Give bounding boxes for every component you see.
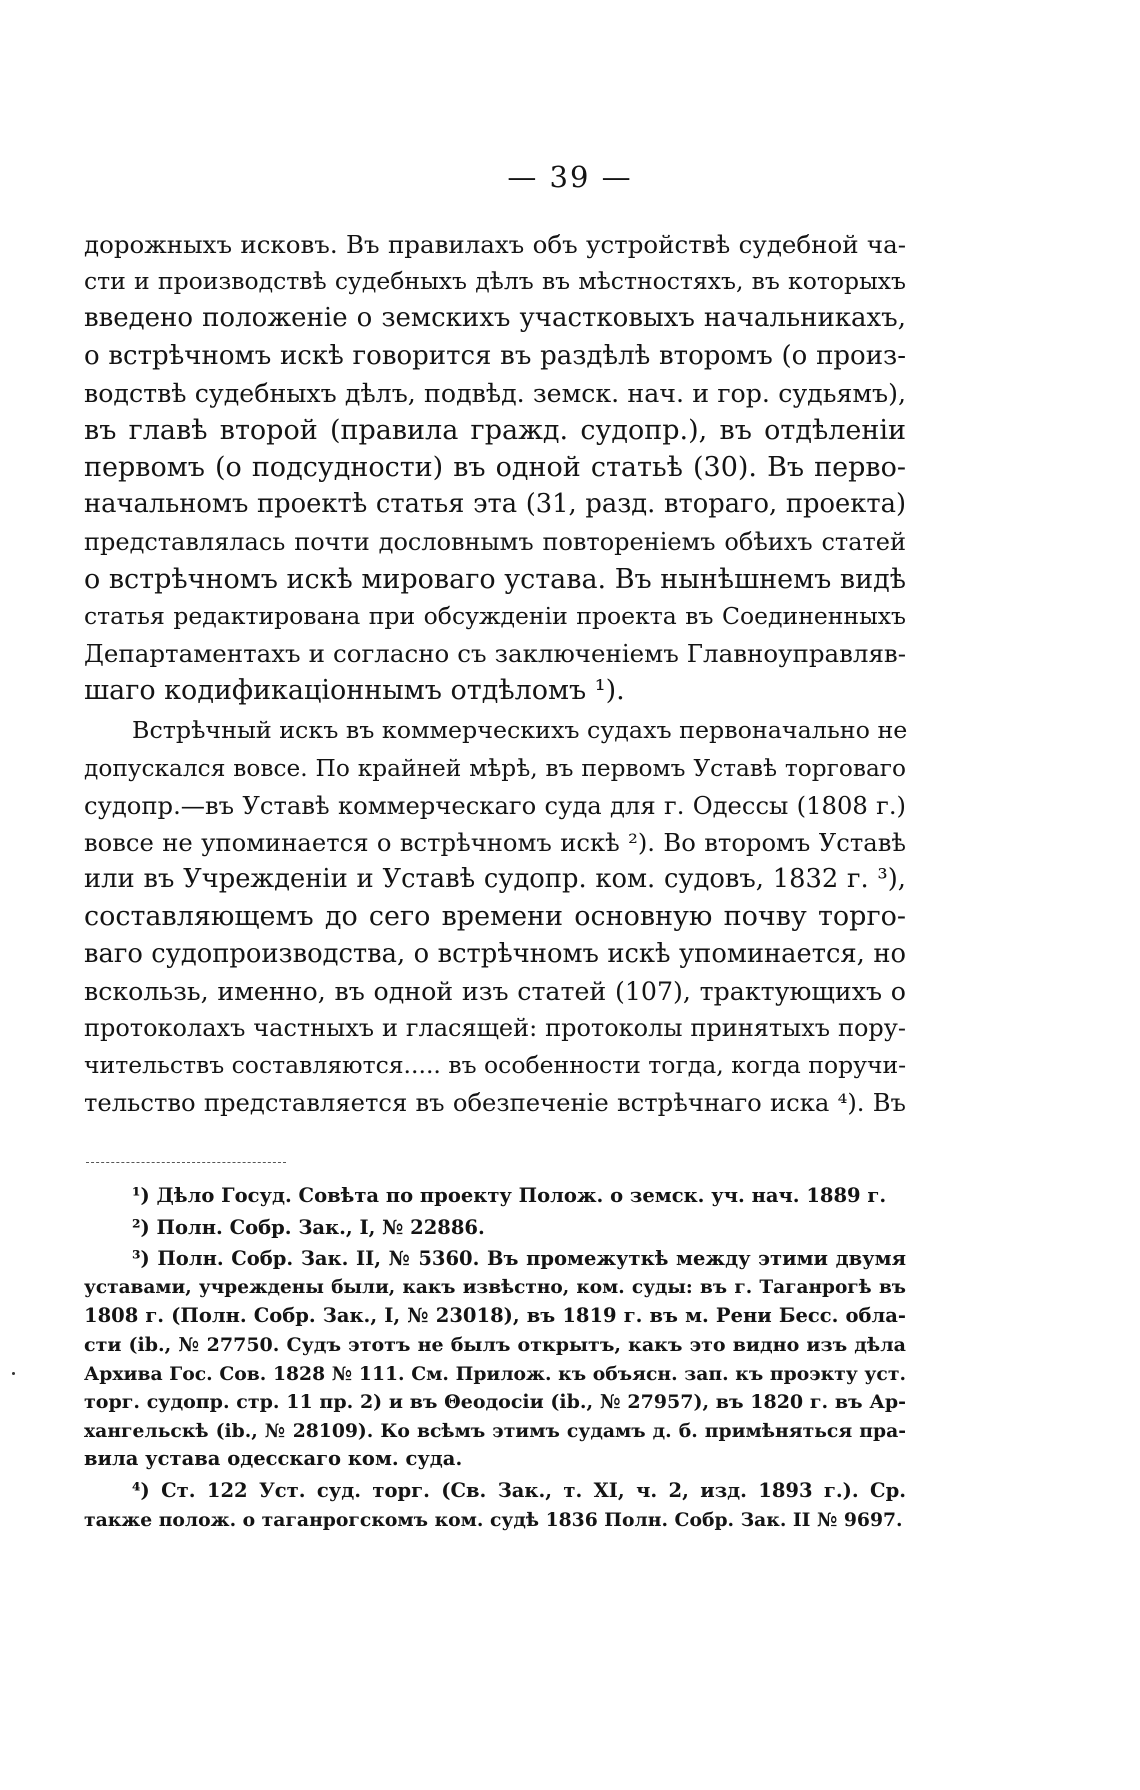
- text-line: допускался вовсе. По крайней мѣрѣ, въ первомъ Уставѣ торговаго: [84, 754, 906, 782]
- footnote-line: ¹) Дѣло Госуд. Совѣта по проекту Полож. о земск. уч. нач. 1889 г.: [132, 1184, 887, 1207]
- text-line: сти и производствѣ судебныхъ дѣлъ въ мѣстностяхъ, въ которыхъ: [84, 267, 906, 296]
- text-line: въ главѣ второй (правила гражд. судопр.), въ отдѣленіи: [84, 414, 906, 446]
- text-line: статья редактирована при обсужденіи проекта въ Соединенныхъ: [84, 601, 906, 630]
- footnotes: [84, 1182, 906, 1534]
- footnote-separator: [86, 1162, 286, 1163]
- text-line: вовсе не упоминается о встрѣчномъ искѣ ²). Во второмъ Уставѣ: [84, 828, 906, 857]
- text-line: Встрѣчный искъ въ коммерческихъ судахъ первоначально не: [132, 716, 908, 745]
- footnote-line: также полож. о таганрогскомъ ком. судѣ 1836 Полн. Собр. Зак. II № 9697.: [84, 1508, 903, 1531]
- footnote-line: торг. судопр. стр. 11 пр. 2) и въ Θеодосіи (ib., № 27957), въ 1820 г. въ Ар-: [84, 1391, 906, 1414]
- text-line: первомъ (о подсудности) въ одной статьѣ (30). Въ перво-: [84, 452, 906, 484]
- text-line: протоколахъ частныхъ и гласящей: протоколы принятыхъ пору-: [84, 1013, 906, 1042]
- text-line: вскользь, именно, въ одной изъ статей (107), трактующихъ о: [84, 976, 906, 1006]
- text-line: начальномъ проектѣ статья эта (31, разд. втораго, проекта): [84, 489, 906, 520]
- text-line: составляющемъ до сего времени основную почву торго-: [84, 901, 906, 933]
- footnote-line: 1808 г. (Полн. Собр. Зак., I, № 23018), въ 1819 г. въ м. Рени Бесс. обла-: [84, 1304, 906, 1328]
- text-line: представлялась почти дословнымъ повтореніемъ обѣихъ статей: [84, 527, 906, 556]
- text-line: введено положеніе о земскихъ участковыхъ начальникахъ,: [84, 303, 906, 334]
- footnote-line: ²) Полн. Собр. Зак., I, № 22886.: [132, 1215, 485, 1239]
- text-line: чительствъ составляются..... въ особенности тогда, когда поручи-: [84, 1051, 907, 1080]
- text-line: тельство представляется въ обезпеченіе встрѣчнаго иска ⁴). Въ: [84, 1088, 906, 1118]
- text-line: шаго кодификаціоннымъ отдѣломъ ¹).: [84, 675, 625, 707]
- footnote-line: ³) Полн. Собр. Зак. II, № 5360. Въ промежуткѣ между этими двумя: [132, 1247, 906, 1271]
- footnote-line: сти (ib., № 27750. Судъ этотъ не былъ открытъ, какъ это видно изъ дѣла: [84, 1333, 906, 1356]
- text-line: о встрѣчномъ искѣ говорится въ раздѣлѣ второмъ (о произ-: [84, 340, 906, 371]
- text-line: судопр.—въ Уставѣ коммерческаго суда для г. Одессы (1808 г.): [84, 790, 906, 820]
- text-line: о встрѣчномъ искѣ мироваго устава. Въ нынѣшнемъ видѣ: [84, 563, 907, 595]
- text-line: водствѣ судебныхъ дѣлъ, подвѣд. земск. нач. и гор. судьямъ),: [84, 378, 906, 408]
- footnote-line: ⁴) Ст. 122 Уст. суд. торг. (Св. Зак., т. XI, ч. 2, изд. 1893 г.). Ср.: [132, 1478, 906, 1502]
- footnote-line: уставами, учреждены были, какъ извѣстно, ком. суды: въ г. Таганрогѣ въ: [84, 1276, 906, 1298]
- page-number: — 39 —: [507, 160, 633, 194]
- text-line: дорожныхъ исковъ. Въ правилахъ объ устройствѣ судебной ча-: [84, 230, 906, 259]
- text-line: Департаментахъ и согласно съ заключеніемъ Главноуправляв-: [84, 639, 906, 669]
- footnote-line: вила устава одесскаго ком. суда.: [84, 1447, 463, 1471]
- footnote-line: хангельскѣ (ib., № 28109). Ко всѣмъ этимъ судамъ д. б. примѣняться пра-: [84, 1419, 906, 1442]
- footnote-line: Архива Гос. Сов. 1828 № 111. См. Прилож. къ объясн. зап. къ проэкту уст.: [84, 1362, 906, 1385]
- text-line: ваго судопроизводства, о встрѣчномъ искѣ упоминается, но: [84, 938, 906, 969]
- main-text: [84, 226, 906, 1122]
- scan-speck: [12, 1372, 15, 1375]
- text-line: или въ Учрежденіи и Уставѣ судопр. ком. судовъ, 1832 г. ³),: [84, 864, 906, 895]
